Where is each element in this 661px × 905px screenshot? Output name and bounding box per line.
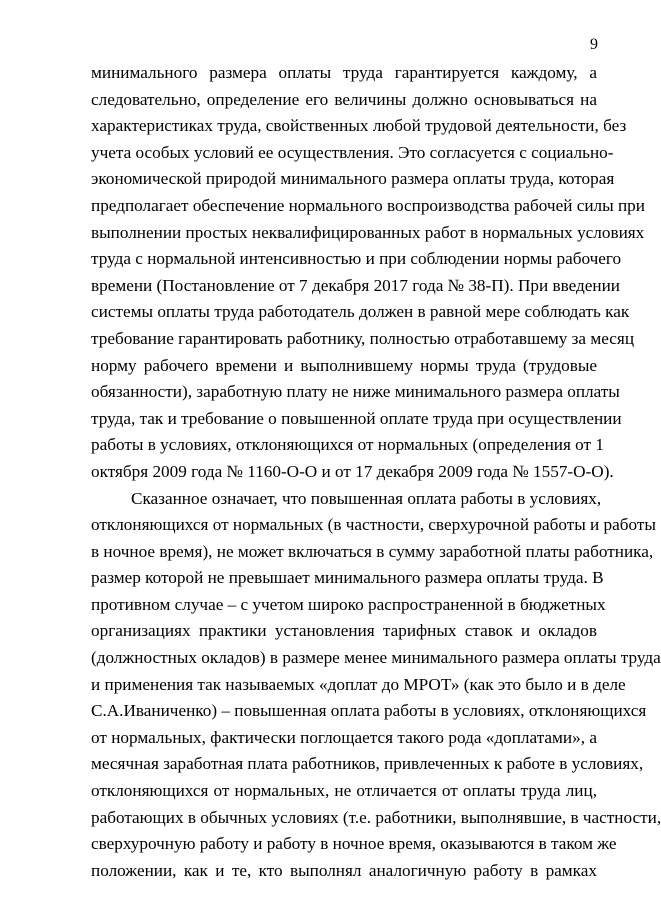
text-line: предполагает обеспечение нормального воспроизводства рабочей силы при <box>91 195 645 215</box>
text-line: противном случае – с учетом широко распространенной в бюджетных <box>91 594 606 614</box>
text-line: от нормальных, фактически поглощается такого рода «доплатами», а <box>91 727 597 747</box>
text-line: организациях практики установления тарифных ставок и окладов <box>91 621 597 641</box>
paragraph <box>91 486 661 885</box>
text-line: октября 2009 года № 1160-О-О и от 17 декабря 2009 года № 1557-О-О). <box>91 461 614 481</box>
text-line: отклоняющихся от нормальных, не отличается от оплаты труда лиц, <box>91 781 597 801</box>
text-line: труда с нормальной интенсивностью и при соблюдении нормы рабочего <box>91 249 622 269</box>
body-text <box>91 60 661 884</box>
text-line: отклоняющихся от нормальных (в частности, сверхурочной работы и работы <box>91 515 656 535</box>
text-line: выполнении простых неквалифицированных работ в нормальных условиях <box>91 222 645 242</box>
text-line: следовательно, определение его величины должно основываться на <box>91 89 597 109</box>
text-line: и применения так называемых «доплат до МРОТ» (как это было и в деле <box>91 674 626 694</box>
text-line: сверхурочную работу и работу в ночное время, оказываются в таком же <box>91 834 617 854</box>
text-line: обязанности), заработную плату не ниже минимального размера оплаты <box>91 382 620 402</box>
paragraph <box>91 60 645 486</box>
text-line: учета особых условий ее осуществления. Это согласуется с социально- <box>91 142 614 162</box>
text-line: труда, так и требование о повышенной оплате труда при осуществлении <box>91 408 622 428</box>
text-line: работающих в обычных условиях (т.е. работники, выполнявшие, в частности, <box>91 807 661 827</box>
text-line: размер которой не превышает минимального размера оплаты труда. В <box>91 568 604 588</box>
page-number: 9 <box>590 36 598 53</box>
text-line: характеристиках труда, свойственных любой трудовой деятельности, без <box>91 116 627 136</box>
text-line: работы в условиях, отклоняющихся от нормальных (определения от 1 <box>91 435 604 455</box>
text-line: времени (Постановление от 7 декабря 2017 года № 38-П). При введении <box>91 275 620 295</box>
text-line: экономической природой минимального размера оплаты труда, которая <box>91 169 615 189</box>
text-line: требование гарантировать работнику, полностью отработавшему за месяц <box>91 328 635 348</box>
text-line: (должностных окладов) в размере менее минимального размера оплаты труда <box>91 648 661 668</box>
text-line: системы оплаты труда работодатель должен в равной мере соблюдать как <box>91 302 630 322</box>
text-line: С.А.Иваниченко) – повышенная оплата работы в условиях, отклоняющихся <box>91 701 647 721</box>
text-line: минимального размера оплаты труда гарантируется каждому, а <box>91 63 597 82</box>
text-line: месячная заработная плата работников, привлеченных к работе в условиях, <box>91 754 644 774</box>
text-line: Сказанное означает, что повышенная оплата работы в условиях, <box>131 488 602 508</box>
text-line: норму рабочего времени и выполнившему нормы труда (трудовые <box>91 355 597 375</box>
text-line: положении, как и те, кто выполнял аналогичную работу в рамках <box>91 860 597 880</box>
text-line: в ночное время), не может включаться в сумму заработной платы работника, <box>91 541 654 561</box>
